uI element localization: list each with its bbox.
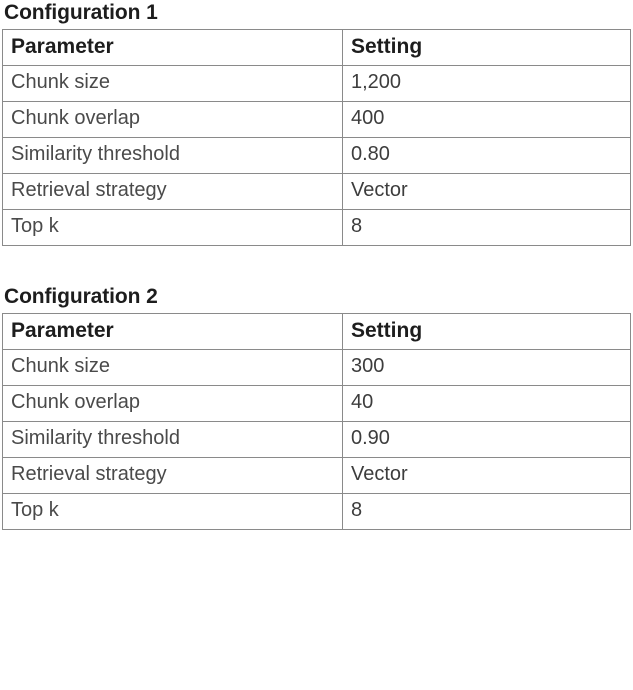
parameter-cell: Chunk size xyxy=(3,350,343,386)
column-header-setting: Setting xyxy=(343,314,631,350)
table-row xyxy=(3,174,631,210)
table-row xyxy=(3,210,631,246)
table-row xyxy=(3,458,631,494)
parameter-cell: Retrieval strategy xyxy=(3,458,343,494)
parameter-cell: Top k xyxy=(3,494,343,530)
table-row xyxy=(3,138,631,174)
setting-cell: 300 xyxy=(343,350,631,386)
setting-cell: 40 xyxy=(343,386,631,422)
parameter-cell: Similarity threshold xyxy=(3,138,343,174)
configuration-1-table xyxy=(2,29,631,246)
configuration-2-table xyxy=(2,313,631,530)
setting-cell: 0.90 xyxy=(343,422,631,458)
section-title-configuration-1: Configuration 1 xyxy=(4,1,158,24)
table-row xyxy=(3,422,631,458)
table-row xyxy=(3,386,631,422)
setting-cell: 8 xyxy=(343,210,631,246)
parameter-cell: Chunk size xyxy=(3,66,343,102)
table-row xyxy=(3,102,631,138)
column-header-parameter: Parameter xyxy=(3,30,343,66)
parameter-cell: Retrieval strategy xyxy=(3,174,343,210)
table-header-row xyxy=(3,30,631,66)
table-row xyxy=(3,66,631,102)
setting-cell: 0.80 xyxy=(343,138,631,174)
setting-cell: 8 xyxy=(343,494,631,530)
configuration-2-section xyxy=(2,284,630,530)
table-row xyxy=(3,494,631,530)
parameter-cell: Chunk overlap xyxy=(3,102,343,138)
configuration-1-section xyxy=(2,0,630,246)
section-divider-space xyxy=(2,246,631,284)
setting-cell: Vector xyxy=(343,174,631,210)
column-header-setting: Setting xyxy=(343,30,631,66)
parameter-cell: Similarity threshold xyxy=(3,422,343,458)
section-title-configuration-2: Configuration 2 xyxy=(4,285,158,309)
setting-cell: 1,200 xyxy=(343,66,631,102)
column-header-parameter: Parameter xyxy=(3,314,343,350)
table-header-row xyxy=(3,314,631,350)
setting-cell: Vector xyxy=(343,458,631,494)
setting-cell: 400 xyxy=(343,102,631,138)
table-row xyxy=(3,350,631,386)
parameter-cell: Top k xyxy=(3,210,343,246)
parameter-cell: Chunk overlap xyxy=(3,386,343,422)
